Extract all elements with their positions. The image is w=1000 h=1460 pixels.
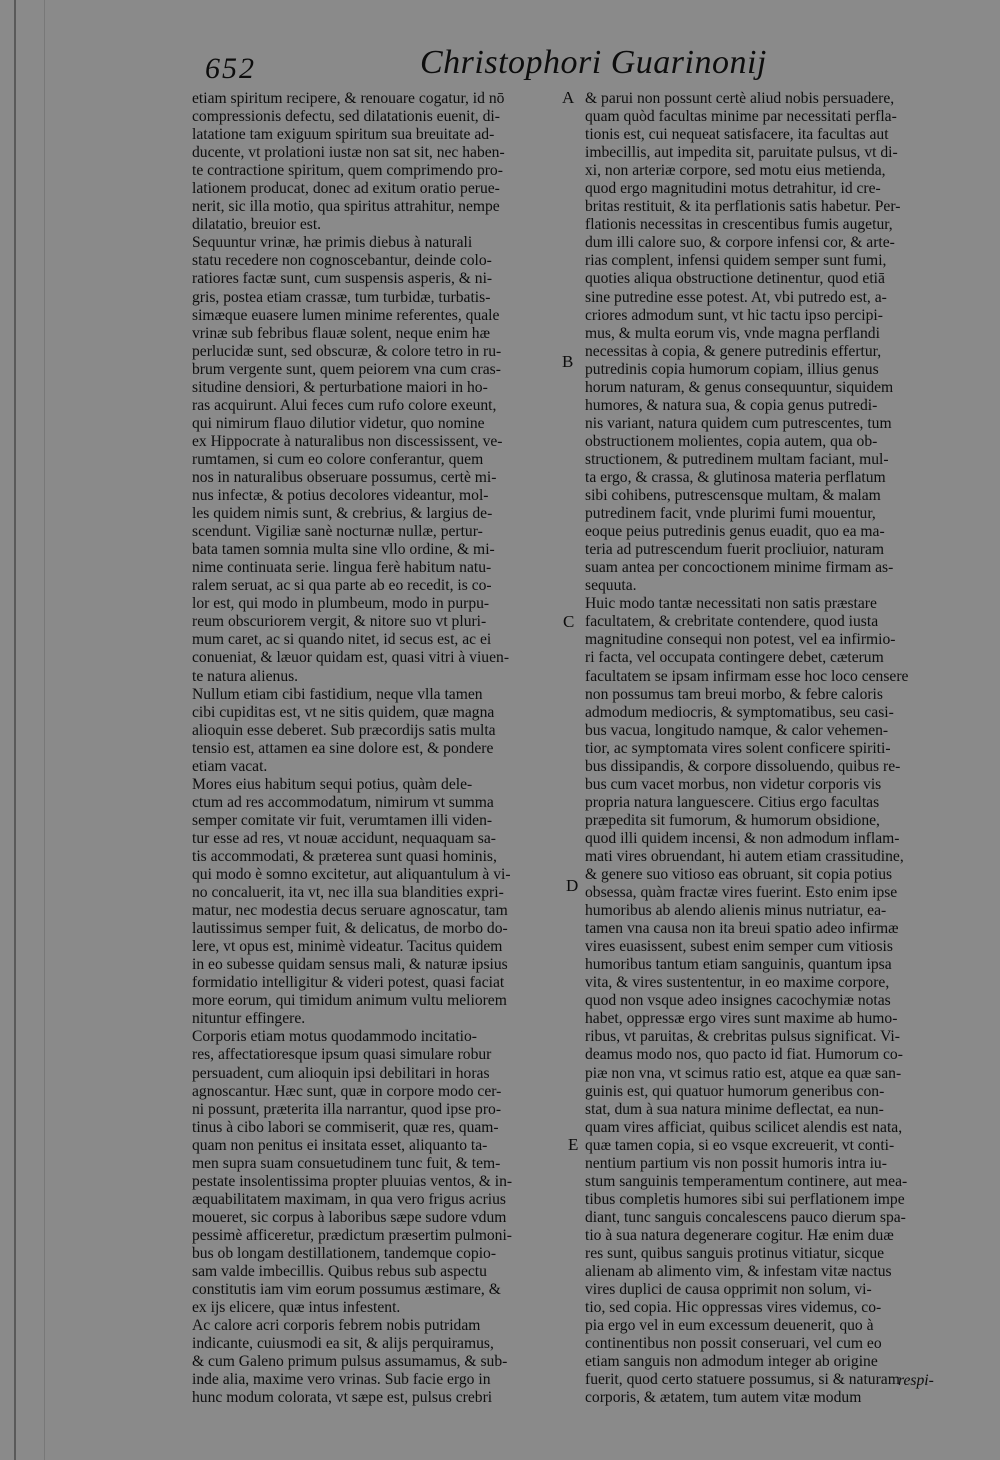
text-line: continentibus non possit conseruari, vel cum eo bbox=[585, 1335, 882, 1353]
text-line: reum obscuriorem vergit, & nitore suo vt pluri- bbox=[192, 613, 487, 631]
text-line: & genere suo vitioso eas obruant, sit copia potius bbox=[585, 866, 893, 884]
text-line: mus, & multa eorum vis, vnde magna perflandi bbox=[585, 324, 880, 342]
text-line: ta ergo, & crassa, & glutinosa materia perflatum bbox=[585, 468, 886, 486]
text-line: vrinæ sub febribus flauæ solent, neque enim hæ bbox=[192, 324, 490, 342]
text-line: tensio est, attamen ea sine dolore est, & pondere bbox=[192, 739, 494, 757]
text-line: tio, sed copia. Hic oppressas vires videmus, co- bbox=[585, 1299, 882, 1317]
text-line: compressionis defectu, sed dilatationis euenit, di- bbox=[192, 108, 500, 126]
left-column bbox=[192, 90, 560, 1407]
right-column bbox=[585, 90, 955, 1407]
text-line: cibi cupiditas est, vt ne sitis quidem, quæ magna bbox=[192, 703, 495, 721]
text-line: suam antea per concoctionem minime firmam as- bbox=[585, 559, 894, 577]
text-line: nituntur effingere. bbox=[192, 1010, 306, 1028]
text-line: mum caret, ac si quando nitet, id secus est, ac ei bbox=[192, 631, 492, 649]
text-line: ratiores factæ sunt, cum suspensis asperis, & ni- bbox=[192, 270, 493, 288]
text-line: res sunt, quibus sanguis protinus vitiatur, sicque bbox=[585, 1245, 885, 1262]
text-line: tinus à cibo labori se commiserit, quæ res, quam- bbox=[192, 1118, 499, 1136]
text-line: bus cum vacet morbus, non videtur corporis vis bbox=[585, 775, 882, 793]
text-line: inde alia, maxime vero vrinas. Sub facie ergo in bbox=[192, 1371, 491, 1389]
text-line: situdine densiori, & perturbatione maiori in ho- bbox=[192, 378, 488, 396]
text-line: les quidem nimis sunt, & crebrius, & largius de- bbox=[192, 505, 493, 523]
text-line: men supra suam consuetudinem tunc fuit, & tem- bbox=[192, 1154, 501, 1172]
margin-marker-b: B bbox=[562, 352, 574, 371]
text-line: xi, non arteriæ corpore, sed motu eius metienda, bbox=[585, 162, 886, 180]
text-line: tionis est, cui nequeat satisfacere, ita facultas aut bbox=[585, 126, 889, 144]
text-line: facultatem, & crebritate contendere, quod iusta bbox=[585, 613, 879, 631]
text-line: putredinem facit, vnde plurimi fumi mouentur, bbox=[585, 505, 876, 523]
text-line: horum naturam, & genus consequuntur, siquidem bbox=[585, 378, 894, 396]
text-line: piæ non vna, vt scimus ratio est, atque ea quæ san- bbox=[585, 1064, 902, 1082]
text-line: sequuta. bbox=[585, 577, 637, 595]
text-line: ni possunt, præterita illa narrantur, quod ipse pro- bbox=[192, 1100, 502, 1118]
text-line: obstructionem molientes, copia autem, qua ob- bbox=[585, 432, 878, 450]
text-line: ex ijs elicere, quæ intus infestent. bbox=[192, 1299, 401, 1317]
text-line: humores, & natura sua, & copia genus putredi- bbox=[585, 396, 878, 414]
text-line: latatione tam exiguum spiritum sua breuitate ad- bbox=[192, 126, 495, 144]
text-line: more eorum, qui timidum animum vultu meliorem bbox=[192, 992, 507, 1010]
text-line: fuerit, quod certo statuere possumus, si & naturam bbox=[585, 1371, 900, 1389]
running-head: Christophori Guarinonij bbox=[420, 44, 767, 81]
text-line: tamen vna causa non ita breui spatio adeo infirmæ bbox=[585, 920, 899, 938]
text-line: statu recedere non cognoscebantur, deinde colo- bbox=[192, 252, 492, 270]
text-line: præpedita sit fumorum, & humorum obsidione, bbox=[585, 811, 880, 829]
margin-marker-c: C bbox=[563, 612, 575, 631]
text-line: dum illi calore suo, & corpore infensi cor, & arte- bbox=[585, 234, 895, 252]
text-line: tio à sua natura degenerare cogitur. Hæ enim duæ bbox=[585, 1226, 894, 1244]
text-line: indicante, cuiusmodi ea sit, & alijs perquiramus, bbox=[192, 1335, 494, 1353]
text-line: etiam sanguis non admodum integer ab origine bbox=[585, 1353, 878, 1371]
text-line: Corporis etiam motus quodammodo incitatio- bbox=[192, 1028, 477, 1046]
text-line: humoribus tantum etiam sanguinis, quantum ipsa bbox=[585, 956, 892, 974]
text-line: quam non penitus ei insitata esset, aliquanto ta- bbox=[192, 1136, 488, 1154]
text-line: qui modo è somno excitetur, aut aliquantulum à vi- bbox=[192, 866, 511, 884]
text-line: corporis, & ætatem, tum autem vitæ modum bbox=[585, 1389, 862, 1407]
text-line: quod ergo magnitudini motus detrahitur, id cre- bbox=[585, 180, 881, 198]
text-line: nerit, sic illa motio, qua spiritus attrahitur, nempe bbox=[192, 198, 500, 216]
text-line: Mores eius habitum sequi potius, quàm dele- bbox=[192, 775, 473, 793]
text-line: obsessa, quàm fractæ vires fuerint. Esto enim ipse bbox=[585, 884, 898, 902]
text-line: mati vires obruendant, hi autem etiam crassitudine, bbox=[585, 847, 904, 865]
text-line: etiam spiritum recipere, & renouare cogatur, id nō bbox=[192, 90, 505, 107]
text-line: nentium partium vis non possit humoris intra iu- bbox=[585, 1154, 887, 1172]
text-line: lere, vt opus est, minimè videatur. Tacitus quidem bbox=[192, 938, 503, 956]
text-line: te natura alienus. bbox=[192, 667, 299, 685]
text-line: humoribus ab alendo alienis minus nutriatur, ea- bbox=[585, 902, 887, 920]
text-line: tur esse ad res, vt nouæ accidunt, nequaquam sa- bbox=[192, 829, 496, 847]
text-line: necessitas à copia, & genere putredinis effertur, bbox=[585, 342, 882, 360]
text-line: magnitudine consequi non potest, vel ea infirmio- bbox=[585, 631, 896, 649]
text-line: no concaluerit, ita vt, nec illa sua blandities expri- bbox=[192, 884, 504, 902]
text-line: simæque euasere lumen minime referentes, quale bbox=[192, 306, 500, 324]
text-line: sam valde imbecillis. Quibus rebus sub aspectu bbox=[192, 1263, 487, 1281]
text-line: tis accommodati, & præterea sunt quasi hominis, bbox=[192, 847, 497, 865]
text-line: facultatem se ipsam infirmam esse hoc loco censere bbox=[585, 667, 909, 685]
text-line: admodum mediocris, & symptomatibus, seu casi- bbox=[585, 703, 894, 721]
binding-edge bbox=[14, 0, 16, 1460]
text-line: guinis est, qui quatuor humorum generibus con- bbox=[585, 1082, 885, 1100]
text-line: in eo subesse quidam sensus mali, & naturæ ipsius bbox=[192, 956, 508, 974]
text-line: ex Hippocrate à naturalibus non discessissent, ve- bbox=[192, 432, 503, 450]
text-line: quod non vsque adeo insignes cacochymiæ notas bbox=[585, 992, 891, 1010]
text-line: tior, ac symptomata vires solent conficere spiriti- bbox=[585, 739, 891, 757]
text-line: imbecillis, aut impedita sit, paruitate pulsus, vt di- bbox=[585, 144, 898, 162]
text-line: nis variant, natura quidem cum putrescentes, tum bbox=[585, 414, 892, 432]
margin-marker-a: A bbox=[562, 88, 575, 107]
text-line: deamus modo nos, quo pacto id fiat. Humorum co- bbox=[585, 1046, 903, 1064]
text-line: putredinis copia humorum copiam, illius genus bbox=[585, 360, 879, 378]
text-line: quod illi quidem incensi, & non admodum inflam- bbox=[585, 829, 900, 847]
text-line: quam quòd facultas minime par necessitati perfla- bbox=[585, 108, 897, 126]
text-line: matur, nec modestia decus seruare agnoscatur, tam bbox=[192, 902, 508, 920]
text-line: lor est, qui modo in plumbeum, modo in purpu- bbox=[192, 595, 490, 613]
text-line: eoque peius putredinis genus euadit, quo ea ma- bbox=[585, 523, 885, 541]
text-line: Sequuntur vrinæ, hæ primis diebus à naturali bbox=[192, 234, 473, 252]
text-line: stum sanguinis temperamentum continere, aut mea- bbox=[585, 1172, 908, 1190]
text-line: te contractione spiritum, quem comprimendo pro- bbox=[192, 162, 503, 180]
text-line: & parui non possunt certè aliud nobis persuadere, bbox=[585, 90, 895, 107]
text-line: Huic modo tantæ necessitati non satis præstare bbox=[585, 595, 877, 613]
text-line: gris, postea etiam crassæ, tum turbidæ, turbatis- bbox=[192, 288, 491, 306]
text-line: propria natura languescere. Citius ergo facultas bbox=[585, 793, 880, 811]
text-line: ribus, vt paruitas, & crebritas pulsus significat. Vi- bbox=[585, 1028, 900, 1046]
margin-marker-d: D bbox=[566, 876, 579, 895]
text-line: quam vires afficiat, quibus scilicet alendis est nata, bbox=[585, 1118, 903, 1136]
text-line: nos in naturalibus obseruare possumus, certè mi- bbox=[192, 468, 497, 486]
text-line: britas restituit, & ita perflationis satis habetur. Per- bbox=[585, 198, 901, 216]
text-line: rumtamen, si cum eo colore conferantur, quem bbox=[192, 450, 484, 468]
text-line: teria ad putrescendum fuerit procliuior, naturam bbox=[585, 541, 885, 559]
text-line: diant, tunc sanguis concalescens pauco dierum spa- bbox=[585, 1208, 906, 1226]
text-line: bus ob longam destillationem, tandemque copio- bbox=[192, 1245, 497, 1262]
text-line: formidatio intelligitur & videri potest, quasi faciat bbox=[192, 974, 505, 992]
text-line: tibus completis humores sibi sui perflationem impe bbox=[585, 1190, 905, 1208]
text-line: ri facta, vel occupata contingere debet, cæterum bbox=[585, 649, 884, 667]
text-line: Ac calore acri corporis febrem nobis putridam bbox=[192, 1317, 481, 1335]
text-line: res, affectatioresque ipsum quasi simulare robur bbox=[192, 1046, 492, 1064]
text-line: ralem seruat, ac si qua parte ab eo recedit, is co- bbox=[192, 577, 492, 595]
text-line: alioquin esse deberet. Sub præcordijs satis multa bbox=[192, 721, 496, 739]
text-line: moueret, sic corpus à laboribus sæpe sudore vdum bbox=[192, 1208, 507, 1226]
text-line: persuadent, cum alioquin ipsi debilitari in horas bbox=[192, 1064, 490, 1082]
text-line: ras acquirunt. Alui feces cum rufo colore exeunt, bbox=[192, 396, 497, 414]
text-line: vires duplici de causa opprimit non solum, vi- bbox=[585, 1281, 872, 1299]
text-line: stat, dum à sua natura minime deflectat, ea nun- bbox=[585, 1100, 884, 1118]
text-line: constitutis iam vim eorum possumus æstimare, & bbox=[192, 1281, 501, 1299]
text-line: bus dissipandis, & corpore dissoluendo, quibus re- bbox=[585, 757, 901, 775]
text-line: bata tamen somnia multa sine vllo ordine, & mi- bbox=[192, 541, 495, 559]
page-number: 652 bbox=[205, 52, 256, 85]
text-line: perlucidæ sunt, sed obscuræ, & colore tetro in ru- bbox=[192, 342, 502, 360]
text-line: sibi cohibens, putrescensque multam, & malam bbox=[585, 487, 881, 505]
text-line: alienam ab alimento vim, & infestam vitæ nactus bbox=[585, 1263, 892, 1281]
text-line: vires euasissent, subest enim semper cum vitiosis bbox=[585, 938, 893, 956]
text-line: lationem producat, donec ad exitum oratio perue- bbox=[192, 180, 500, 198]
text-line: pessimè afficeretur, prædictum præsertim pulmoni- bbox=[192, 1226, 512, 1244]
text-line: conueniat, & læuor quidam est, quasi vitri à viuen- bbox=[192, 649, 510, 667]
text-line: & cum Galeno primum pulsus assumamus, & sub- bbox=[192, 1353, 508, 1371]
text-line: quæ tamen copia, si eo vsque excreuerit, vt conti- bbox=[585, 1136, 895, 1154]
text-line: scendunt. Vigiliæ sanè nocturnæ nullæ, pertur- bbox=[192, 523, 483, 541]
text-line: vita, & vires sustententur, in eo maxime corpore, bbox=[585, 974, 890, 992]
text-line: criores admodum sunt, vt hic tactu ipso percipi- bbox=[585, 306, 883, 324]
text-line: structionem, & putredinem multam faciant, mul- bbox=[585, 450, 889, 468]
text-line: ctum ad res accommodatum, nimirum vt summa bbox=[192, 793, 494, 811]
text-line: brum vergente sunt, quem peiorem vna cum cras- bbox=[192, 360, 501, 378]
text-line: æquabilitatem maximam, in qua vero frigus acrius bbox=[192, 1190, 506, 1208]
text-line: Nullum etiam cibi fastidium, neque vlla tamen bbox=[192, 685, 483, 703]
text-line: nime continuata serie. lingua ferè habitum natu- bbox=[192, 559, 492, 577]
page-edge bbox=[44, 0, 45, 1460]
text-line: hunc modum colorata, vt sæpe est, pulsus crebri bbox=[192, 1389, 493, 1407]
text-line: qui nimirum flauo dilutior videtur, quo nomine bbox=[192, 414, 485, 432]
text-line: nus infectæ, & potius decolores videantur, mol- bbox=[192, 487, 489, 505]
text-line: quoties aliqua obstructione detinentur, quod etiā bbox=[585, 270, 885, 288]
catchword: respi- bbox=[898, 1372, 934, 1389]
text-line: bus vacua, longitudo namque, & calor vehemen- bbox=[585, 721, 889, 739]
text-line: pestate insolentissima propter pluuias ventos, & in- bbox=[192, 1172, 513, 1190]
text-line: flationis necessitas in crescentibus fumis augetur, bbox=[585, 216, 893, 234]
text-line: semper comitate vir fuit, verumtamen illi viden- bbox=[192, 811, 493, 829]
text-line: lautissimus semper fuit, & delicatus, de morbo do- bbox=[192, 920, 508, 938]
text-line: sine putredine esse potest. At, vbi putredo est, a- bbox=[585, 288, 887, 306]
text-line: dilatatio, breuior est. bbox=[192, 216, 322, 234]
text-line: etiam vacat. bbox=[192, 757, 268, 775]
text-line: agnoscantur. Hæc sunt, quæ in corpore modo cer- bbox=[192, 1082, 502, 1100]
text-line: non possumus tam breui morbo, & febre caloris bbox=[585, 685, 883, 703]
text-line: pia ergo vel in eum excessum deuenerit, quo à bbox=[585, 1317, 874, 1335]
text-line: ducente, vt prolationi iustæ non sat sit, nec haben- bbox=[192, 144, 505, 162]
margin-marker-e: E bbox=[568, 1135, 579, 1154]
text-line: habet, oppressæ ergo vires sunt maxime ab humo- bbox=[585, 1010, 898, 1028]
text-line: rias complent, infensi quidem semper sunt fumi, bbox=[585, 252, 887, 270]
